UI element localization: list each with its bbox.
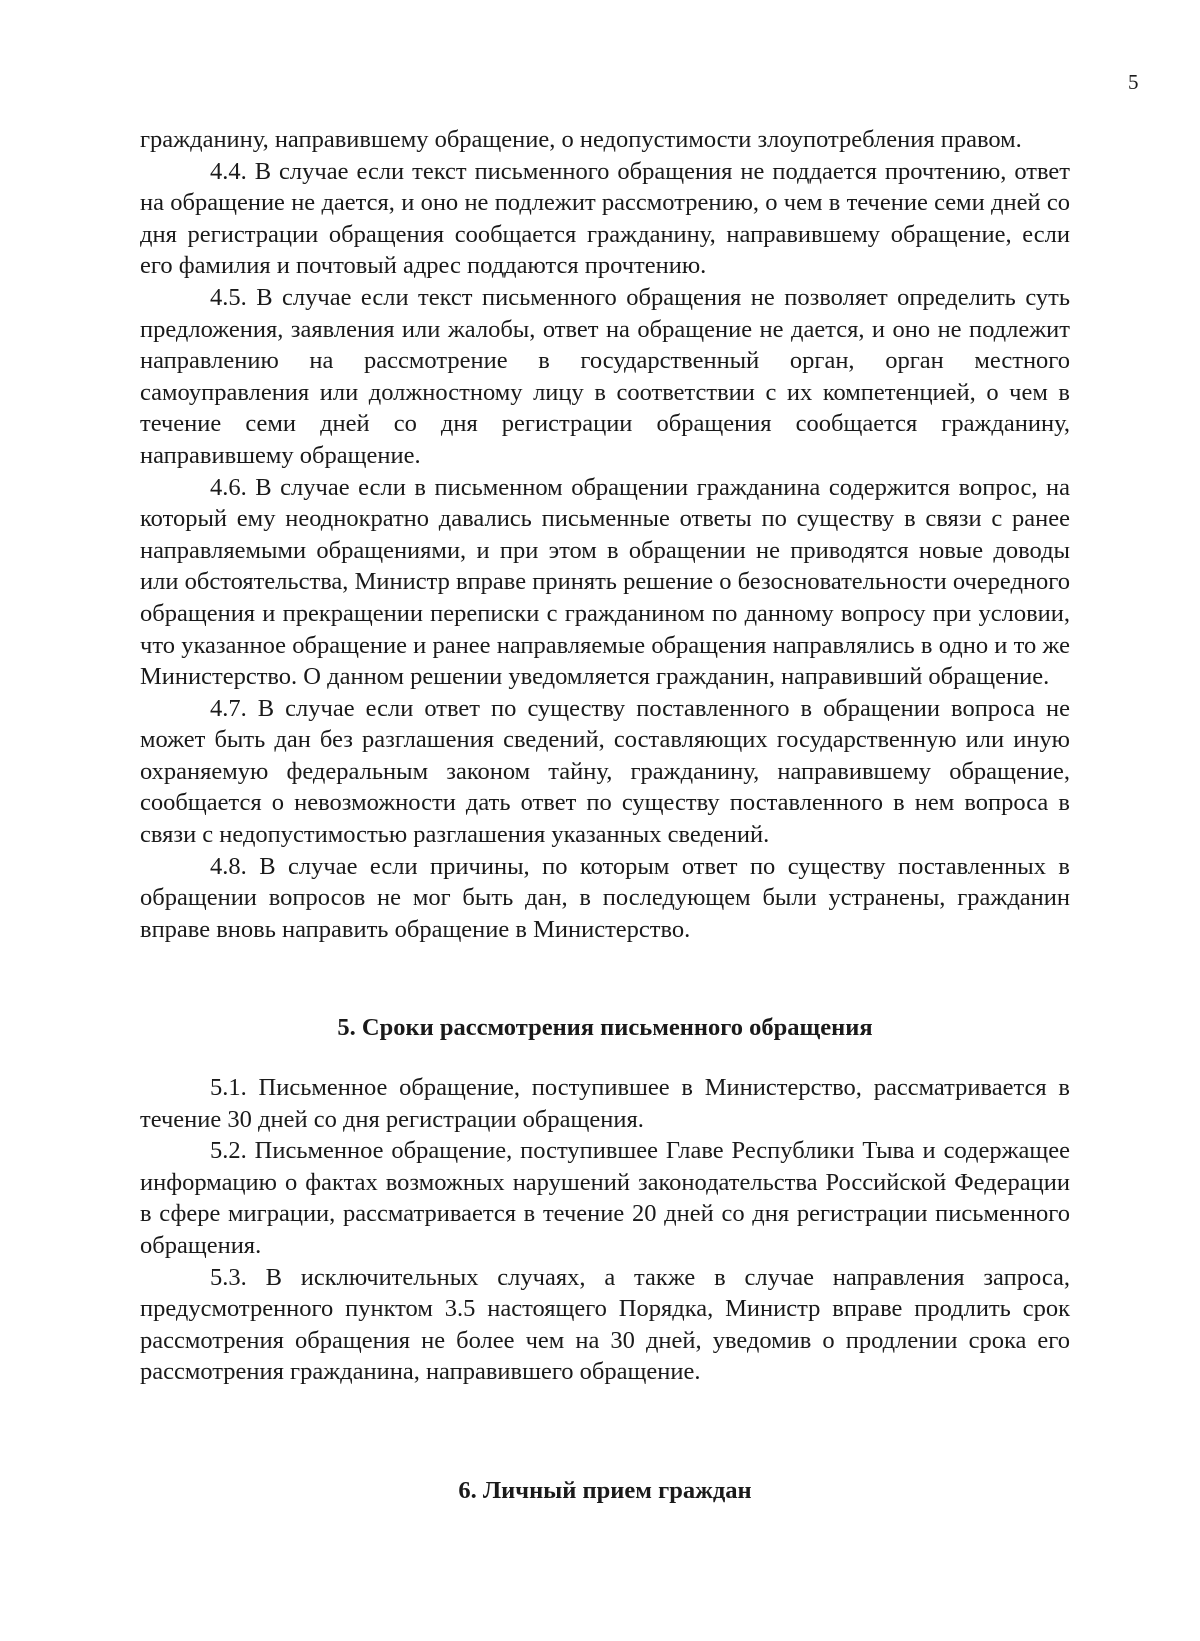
page-number: 5 (1128, 70, 1139, 94)
paragraph-4-5: 4.5. В случае если текст письменного обращения не позволяет определить суть предложения, заявления или жалобы, ответ на обращение не дается, и оно не подлежит направлению на рассмотрение в государственный орган, орган местного самоуправления или должностному лицу в соответствии с их компетенцией, о чем в течение семи дней со дня регистрации обращения сообщается гражданину, направившему обращение. (140, 283, 1070, 469)
paragraph-continuation: гражданину, направившему обращение, о недопустимости злоупотребления правом. (140, 126, 1022, 153)
section-6-heading: 6. Личный прием граждан (458, 1477, 752, 1504)
paragraph-4-6: 4.6. В случае если в письменном обращении гражданина содержится вопрос, на который ему неоднократно давались письменные ответы по существу в связи с ранее направляемыми обращениями, и при этом в обращении не приводятся новые доводы или обстоятельства, Министр вправе принять решение о безосновательности очередного обращения и прекращении переписки с гражданином по данному вопросу при условии, что указанное обращение и ранее направляемые обращения направлялись в одно и то же Министерство. О данном решении уведомляется гражданин, направивший обращение. (140, 473, 1070, 691)
section-5-heading: 5. Сроки рассмотрения письменного обращения (337, 1014, 873, 1041)
paragraph-4-7: 4.7. В случае если ответ по существу поставленного в обращении вопроса не может быть дан без разглашения сведений, составляющих государственную или иную охраняемую федеральным законом тайну, гражданину, направившему обращение, сообщается о невозможности дать ответ по существу поставленного в нем вопроса в связи с недопустимостью разглашения указанных сведений. (140, 694, 1070, 849)
paragraph-5-1: 5.1. Письменное обращение, поступившее в Министерство, рассматривается в течение 30 дней со дня регистрации обращения. (140, 1074, 1070, 1133)
paragraph-5-2: 5.2. Письменное обращение, поступившее Главе Республики Тыва и содержащее информацию о фактах возможных нарушений законодательства Российской Федерации в сфере миграции, рассматривается в течение 20 дней со дня регистрации письменного обращения. (140, 1137, 1070, 1259)
paragraph-4-8: 4.8. В случае если причины, по которым ответ по существу поставленных в обращении вопросов не мог быть дан, в последующем были устранены, гражданин вправе вновь направить обращение в Министерство. (140, 852, 1070, 943)
section-4-text (140, 124, 1070, 945)
section-5-text (140, 1072, 1070, 1388)
paragraph-5-3: 5.3. В исключительных случаях, а также в случае направления запроса, предусмотренного пунктом 3.5 настоящего Порядка, Министр вправе продлить срок рассмотрения обращения не более чем на 30 дней, уведомив о продлении срока его рассмотрения гражданина, направившего обращение. (140, 1263, 1070, 1386)
paragraph-4-4: 4.4. В случае если текст письменного обращения не поддается прочтению, ответ на обращение не дается, и оно не подлежит рассмотрению, о чем в течение семи дней со дня регистрации обращения сообщается гражданину, направившему обращение, если его фамилия и почтовый адрес поддаются прочтению. (140, 157, 1070, 280)
